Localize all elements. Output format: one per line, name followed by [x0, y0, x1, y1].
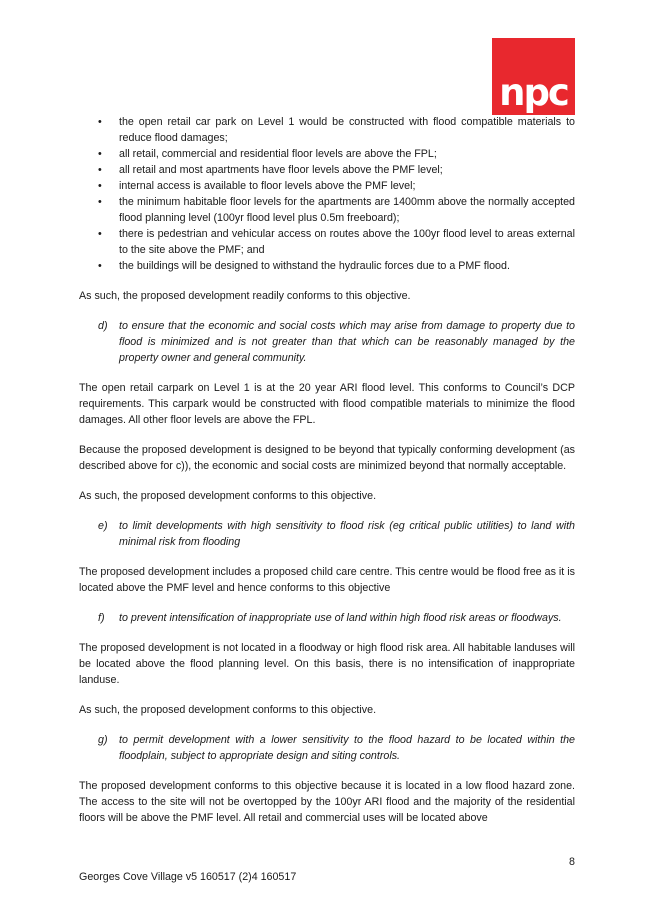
paragraph-conformance-d: As such, the proposed development conforms to this objective. [79, 490, 377, 502]
list-item: • there is pedestrian and vehicular access on routes above the 100yr flood level to areas external to the site above the PMF; and [79, 226, 575, 258]
objective-text: to prevent intensification of inappropriate use of land within high flood risk areas or floodways. [119, 612, 562, 624]
list-item: • the buildings will be designed to withstand the hydraulic forces due to a PMF flood. [79, 258, 575, 274]
paragraph-carpark: The open retail carpark on Level 1 is at the 20 year ARI flood level. This conforms to Council’s DCP requirements. This carpark would be constructed with flood compatible materials to minimize the flood damages. All other floor levels are above the FPL. [79, 382, 575, 426]
objective-text: to limit developments with high sensitivity to flood risk (eg critical public utilities) to land with minimal risk from flooding [119, 520, 575, 548]
paragraph-low-hazard: The proposed development conforms to this objective because it is located in a low flood hazard zone. The access to the site will not be overtopped by the 100yr ARI flood and the majority of the residential floors will be above the PMF level. All retail and commercial uses will be located above [79, 780, 575, 824]
paragraph-conformance-f: As such, the proposed development conforms to this objective. [79, 704, 377, 716]
objective-g [79, 732, 575, 764]
objective-e [79, 518, 575, 550]
paragraph-conformance-c: As such, the proposed development readily conforms to this objective. [79, 290, 411, 302]
logo-text: npc [499, 71, 568, 114]
objective-letter: d) [98, 320, 108, 332]
list-item: • the minimum habitable floor levels for the apartments are 1400mm above the normally accepted flood planning level (100yr flood level plus 0.5m freeboard); [79, 194, 575, 226]
compliance-bullet-list [79, 114, 575, 274]
objective-d [79, 318, 575, 366]
list-item: • all retail and most apartments have floor levels above the PMF level; [79, 162, 575, 178]
objective-f [79, 610, 575, 626]
objective-letter: g) [98, 734, 108, 746]
paragraph-costs: Because the proposed development is designed to be beyond that typically conforming development (as described above for c)), the economic and social costs are minimized beyond that normally acceptable. [79, 444, 575, 472]
list-item: • the open retail car park on Level 1 would be constructed with flood compatible materials to reduce flood damages; [79, 114, 575, 146]
paragraph-floodway: The proposed development is not located in a floodway or high flood risk area. All habitable landuses will be located above the flood planning level. On this basis, there is no intensification of inappropriate landuse. [79, 642, 575, 686]
list-item: • all retail, commercial and residential floor levels are above the FPL; [79, 146, 575, 162]
objective-letter: f) [98, 612, 105, 624]
footer-doc-reference: Georges Cove Village v5 160517 (2)4 160517 [79, 871, 297, 883]
npc-logo [492, 38, 575, 115]
objective-text: to permit development with a lower sensitivity to the flood hazard to be located within the floodplain, subject to appropriate design and siting controls. [119, 734, 575, 762]
objective-letter: e) [98, 520, 108, 532]
page-number: 8 [569, 856, 575, 868]
list-item: • internal access is available to floor levels above the PMF level; [79, 178, 575, 194]
document-body [79, 114, 575, 826]
paragraph-child-care: The proposed development includes a proposed child care centre. This centre would be flood free as it is located above the PMF level and hence conforms to this objective [79, 566, 575, 594]
objective-text: to ensure that the economic and social costs which may arise from damage to property due to flood is minimized and is not greater than that which can be reasonably managed by the property owner and general community. [119, 320, 575, 364]
